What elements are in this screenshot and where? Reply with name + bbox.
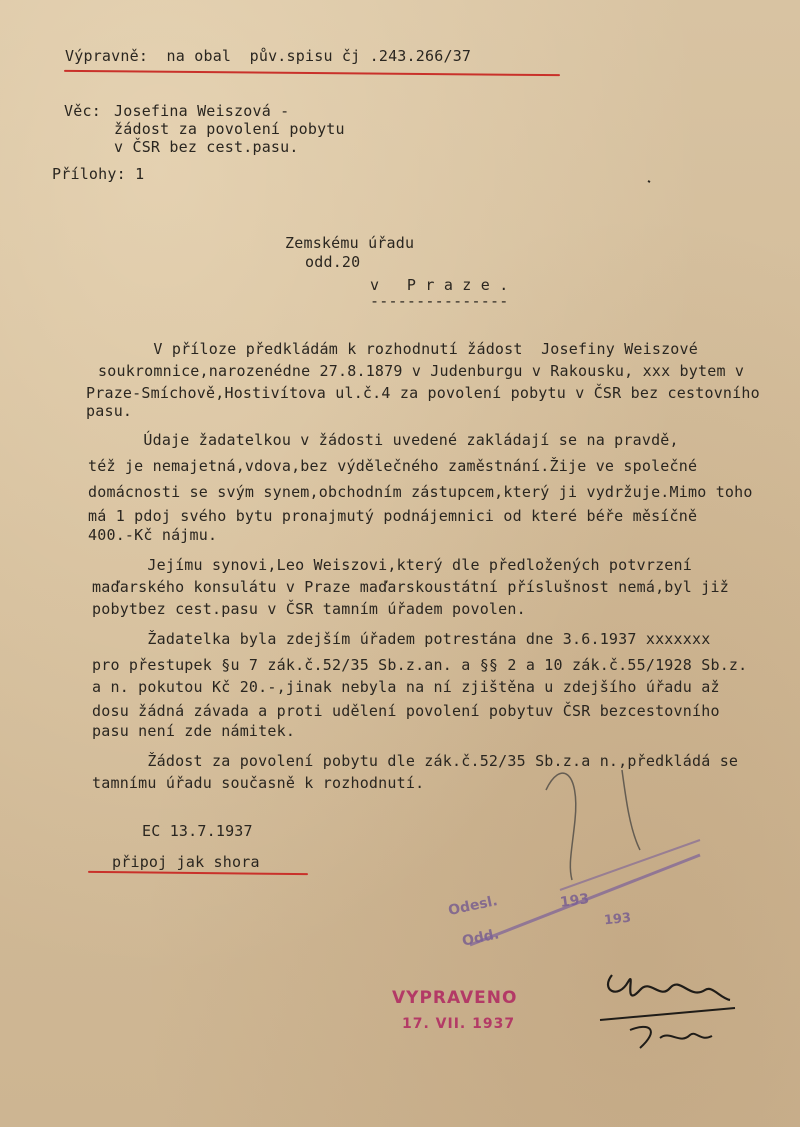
purple-stamp-label-1: Odesl.: [446, 892, 499, 920]
addressee-city: v P r a z e .: [370, 276, 509, 294]
signature-mark: [608, 975, 730, 1000]
body-line: Praze-Smíchově,Hostivítova ul.č.4 za povolení pobytu v ČSR bez cestovního: [86, 384, 760, 402]
body-line: domácnosti se svým synem,obchodním zástupcem,který ji vydržuje.Mimo toho: [88, 483, 753, 501]
purple-stamp-label-2: Odd.: [460, 926, 501, 950]
vypraveno-stamp: VYPRAVENO: [392, 988, 518, 1008]
body-line: pasu.: [86, 402, 133, 420]
body-line: soukromnice,narozenédne 27.8.1879 v Judenburgu v Rakousku, xxx bytem v: [98, 362, 745, 380]
subject-line-3: v ČSR bez cest.pasu.: [114, 138, 299, 156]
body-line: dosu žádná závada a proti udělení povolení pobytuv ČSR bezcestovního: [92, 702, 720, 720]
body-line: maďarského konsulátu v Praze maďarskoustátní příslušnost nemá,byl již: [92, 578, 729, 596]
body-line: a n. pokutou Kč 20.-,jinak nebyla na ní zjištěna u zdejšího úřadu až: [92, 678, 720, 696]
body-line: pro přestupek §u 7 zák.č.52/35 Sb.z.an. a §§ 2 a 10 zák.č.55/1928 Sb.z.: [92, 656, 748, 674]
body-line: tamnímu úřadu současně k rozhodnutí.: [92, 774, 425, 792]
body-line: V příloze předkládám k rozhodnutí žádost Josefiny Weiszové: [98, 340, 698, 358]
purple-strike-line: [470, 855, 700, 945]
addressee-department: odd.20: [305, 253, 361, 271]
body-line: 400.-Kč nájmu.: [88, 526, 218, 544]
signature-mark-second: [630, 1027, 712, 1048]
body-line: má 1 pdoj svého bytu pronajmutý podnájemnici od které béře měsíčně: [88, 507, 698, 525]
body-line: Žádost za povolení pobytu dle zák.č.52/35 Sb.z.a n.,předkládá se: [92, 752, 739, 770]
subject-line-2: žádost za povolení pobytu: [114, 120, 345, 138]
subject-label: Věc:: [64, 102, 101, 120]
addressee-office: Zemskému úřadu: [285, 234, 415, 252]
pencil-mark-curve: [546, 773, 576, 880]
addressee-underline: ---------------: [370, 292, 509, 310]
body-line: Údaje žadatelkou v žádosti uvedené zakládají se na pravdě,: [88, 431, 679, 449]
purple-stamp-number-1: 193: [559, 891, 591, 911]
attachments: Přílohy: 1: [52, 165, 145, 183]
date-line: EC 13.7.1937: [142, 822, 253, 840]
body-line: též je nemajetná,vdova,bez výdělečného zaměstnání.Žije ve společné: [88, 457, 698, 475]
header-reference: Výpravně: na obal pův.spisu čj .243.266/37: [65, 47, 472, 65]
ink-dot: [648, 181, 650, 182]
subject-line-1: Josefina Weiszová -: [114, 102, 290, 120]
pencil-mark-stroke: [622, 770, 640, 850]
body-line: Žadatelka byla zdejším úřadem potrestána dne 3.6.1937 xxxxxxx: [92, 630, 711, 648]
closing-instruction: připoj jak shora: [112, 853, 260, 871]
purple-stamp-number-2: 193: [603, 910, 632, 929]
body-line: Jejímu synovi,Leo Weiszovi,který dle předložených potvrzení: [92, 556, 692, 574]
body-line: pasu není zde námitek.: [92, 722, 296, 740]
body-line: pobytbez cest.pasu v ČSR tamním úřadem povolen.: [92, 600, 526, 618]
vypraveno-stamp-date: 17. VII. 1937: [402, 1016, 516, 1032]
signature-underline: [600, 1008, 735, 1020]
